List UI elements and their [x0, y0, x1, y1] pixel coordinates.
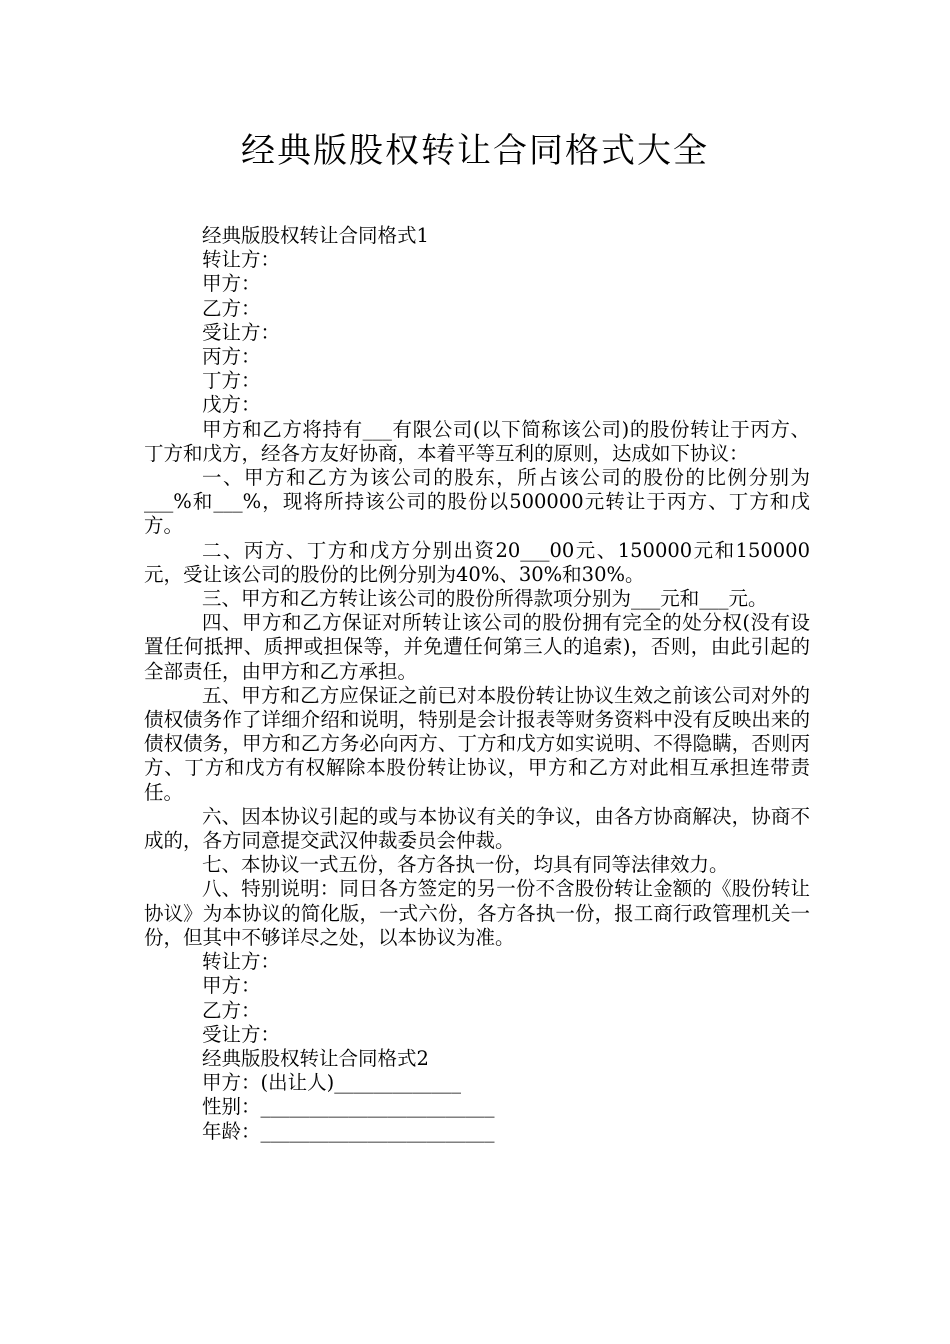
party-e-label: 戊方： — [202, 393, 261, 417]
document-title: 经典版股权转让合同格式大全 — [241, 131, 709, 171]
sign-party-b-label: 乙方： — [202, 998, 261, 1022]
clause-4: 四、甲方和乙方保证对所转让该公司的股份拥有完全的处分权(没有设置任何抵押、质押或担保等，并免遭任何第三人的追索)，否则，由此引起的全部责任，由甲方和乙方承担。 — [144, 611, 810, 683]
contract2-party-a-line: 甲方：(出让人)_____________ — [202, 1071, 461, 1095]
transferor-label: 转让方： — [202, 248, 281, 272]
clause-7: 七、本协议一式五份，各方各执一份，均具有同等法律效力。 — [202, 853, 729, 877]
contract1-heading: 经典版股权转让合同格式1 — [202, 224, 429, 247]
contract2-heading: 经典版股权转让合同格式2 — [202, 1046, 429, 1070]
contract2-gender-line: 性别：________________________ — [202, 1095, 495, 1119]
party-a-label: 甲方： — [202, 272, 261, 296]
clause-6: 六、因本协议引起的或与本协议有关的争议，由各方协商解决，协商不成的，各方同意提交武汉仲裁委员会仲裁。 — [144, 804, 810, 853]
preamble-paragraph: 甲方和乙方将持有___有限公司(以下简称该公司)的股份转让于丙方、丁方和戊方，经各方友好协商，本着平等互利的原则，达成如下协议： — [144, 417, 810, 465]
clause-8: 八、特别说明：同日各方签定的另一份不含股份转让金额的《股份转让协议》为本协议的简化版，一式六份，各方各执一份，报工商行政管理机关一份，但其中不够详尽之处，以本协议为准。 — [144, 877, 810, 949]
clause-2: 二、丙方、丁方和戊方分别出资20___00元、150000元和150000元，受让该公司的股份的比例分别为40%、30%和30%。 — [144, 538, 810, 586]
clause-1: 一、甲方和乙方为该公司的股东，所占该公司的股份的比例分别为___%和___%，现将所持该公司的股份以500000元转让于丙方、丁方和戊方。 — [144, 466, 810, 538]
clause-5: 五、甲方和乙方应保证之前已对本股份转让协议生效之前该公司对外的债权债务作了详细介绍和说明，特别是会计报表等财务资料中没有反映出来的债权债务，甲方和乙方务必向丙方、丁方和戊方如实说明、不得隐瞒，否则丙方、丁方和戊方有权解除本股份转让协议，甲方和乙方对此相互承担连带责任。 — [144, 683, 810, 804]
clause-3: 三、甲方和乙方转让该公司的股份所得款项分别为___元和___元。 — [202, 587, 768, 611]
sign-transferor-label: 转让方： — [202, 950, 281, 974]
transferee-label: 受让方： — [202, 320, 281, 344]
party-b-label: 乙方： — [202, 296, 261, 320]
document-body — [144, 224, 810, 1144]
contract2-age-line: 年龄：________________________ — [202, 1119, 495, 1143]
party-c-label: 丙方： — [202, 345, 261, 369]
sign-transferee-label: 受让方： — [202, 1022, 281, 1046]
party-d-label: 丁方： — [202, 369, 261, 393]
sign-party-a-label: 甲方： — [202, 974, 261, 998]
